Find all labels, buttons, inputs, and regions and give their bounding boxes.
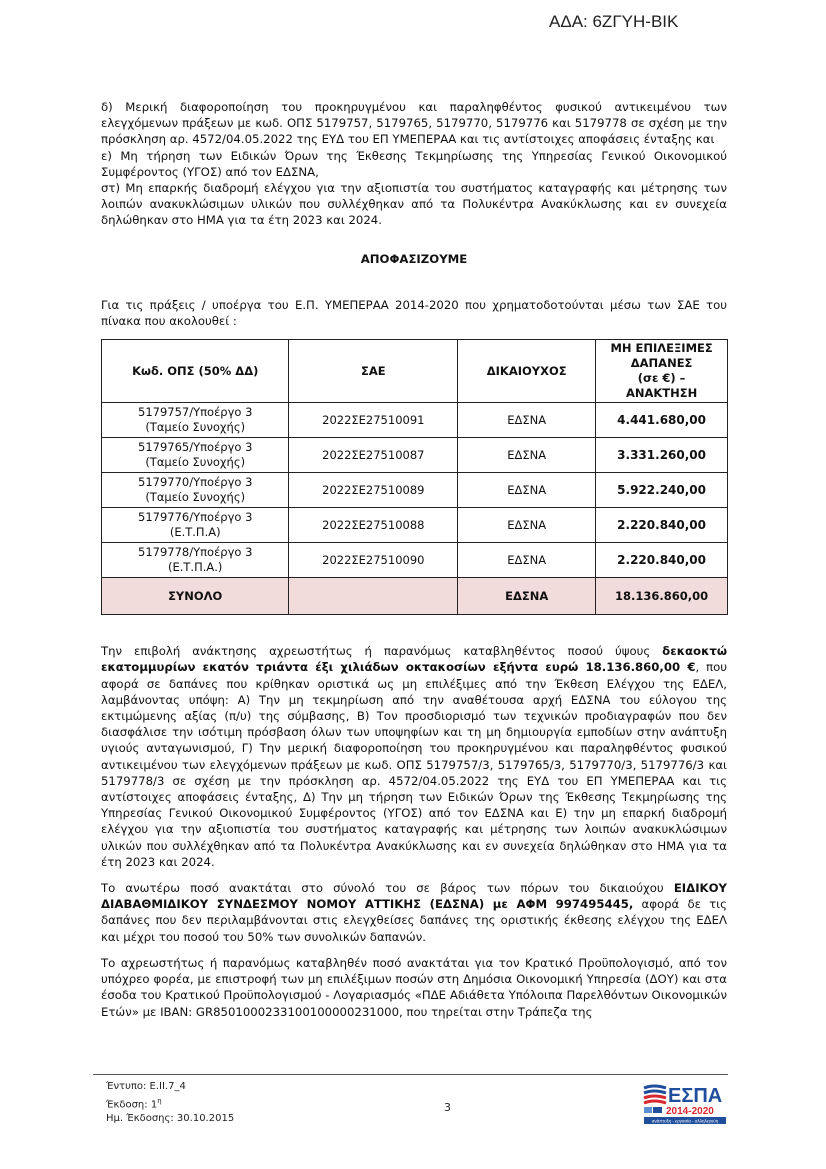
beneficiary-cell: ΕΔΣΝΑ	[458, 543, 596, 578]
espa-logo	[640, 1080, 732, 1126]
table-total-row	[102, 578, 728, 615]
amount-cell: 2.220.840,00	[596, 543, 728, 578]
ops-code-cell: 5179776/Υποέργο 3 (Ε.Τ.Π.Α)	[102, 508, 289, 543]
amount-cell: 3.331.260,00	[596, 438, 728, 473]
table-row	[102, 403, 728, 438]
header-sae: ΣΑΕ	[289, 340, 458, 403]
sae-cell: 2022ΣΕ27510089	[289, 473, 458, 508]
table-row	[102, 508, 728, 543]
espa-logo-icon	[640, 1080, 732, 1126]
beneficiary-cell: ΕΔΣΝΑ	[458, 473, 596, 508]
total-amount: 18.136.860,00	[596, 578, 728, 615]
item-d: δ) Μερική διαφοροποίηση του προκηρυγμένου και παραληφθέντος φυσικού αντικειμένου των ελεγχόμενων πράξεων με κωδ. ΟΠΣ 5179757, 5179765, 5179770, 5179776 και 5179778 σε σχέση με την πρόσκληση αρ. 4572/04.05.2022 της ΕΥΔ του ΕΠ ΥΜΕΠΕΡΑΑ και τις αντίστοιχες αποφάσεις ένταξης και	[101, 100, 727, 147]
header-amount-line3: (σε €) – ΑΝΑΚΤΗΣΗ	[625, 371, 698, 401]
beneficiary-cell: ΕΔΣΝΑ	[458, 438, 596, 473]
ineligible-expenses-table	[101, 339, 728, 615]
beneficiary-paragraph: Το ανωτέρω ποσό ανακτάται στο σύνολό του σε βάρος των πόρων του δικαιούχου ΕΙΔΙΚΟΥ ΔΙΑΒΑΘΜΙΔΙΚΟΥ ΣΥΝΔΕΣΜΟΥ ΝΟΜΟΥ ΑΤΤΙΚΗΣ (ΕΔΣΝΑ) με ΑΦΜ 997495445, αφορά δε τις δαπάνες που δεν περιλαμβάνονται στις ελεγχθείσες δαπάνες της οριστικής έκθεσης ελέγχου της ΕΔΕΛ και μέχρι του ποσού του 50% των συνολικών δαπανών.	[101, 881, 727, 944]
svg-text:ανάπτυξη - εργασία - αλληλεγγύ: ανάπτυξη - εργασία - αλληλεγγύη	[651, 1118, 719, 1124]
recovery-paragraph: Την επιβολή ανάκτησης αχρεωστήτως ή παρανόμως καταβληθέντος ποσού ύψους δεκαοκτώ εκατομμυρίων εκατόν τριάντα έξι χιλιάδων οκτακοσίων εξήντα ευρώ 18.136.860,00 €, που αφορά σε δαπάνες που κρίθηκαν οριστικά ως μη επιλέξιμες από την Έκθεση Ελέγχου της ΕΔΕΛ, λαμβάνοντας υπόψη: Α) Την μη τεκμηρίωση από την αναθέτουσα αρχή ΕΔΣΝΑ του εύλογου της εκτιμώμενης αξίας (π/υ) της σύμβασης, Β) Τον προσδιορισμό των τεχνικών προδιαγραφών που δεν διασφάλισε την ισότιμη πρόσβαση όλων των υποψηφίων και τη μη δημιουργία εμποδίων στην ανάπτυξη υγιούς ανταγωνισμού, Γ) Την μερική διαφοροποίηση του προκηρυγμένου και παραληφθέντος φυσικού αντικειμένου των ελεγχόμενων πράξεων με κωδ. ΟΠΣ 5179757/3, 5179765/3, 5179770/3, 5179776/3 και 5179778/3 σε σχέση με την πρόσκληση αρ. 4572/04.05.2022 της ΕΥΔ του ΕΠ ΥΜΕΠΕΡΑΑ και τις αντίστοιχες αποφάσεις ένταξης, Δ) Την μη τήρηση των Ειδικών Όρων της Έκθεσης Τεκμηρίωσης της Υπηρεσίας Γενικού Οικονομικού Συμφέροντος (ΥΓΟΣ) από τον ΕΔΣΝΑ και Ε) την μη επαρκή διαδρομή ελέγχου για την αξιοπιστία του συστήματος καταγραφής και μέτρησης των λοιπών ανακυκλώσιμων υλικών που συλλέχθηκαν από τα Πολυκέντρα Ανακύκλωσης και εν συνεχεία δηλώθηκαν στο ΗΜΑ για τα έτη 2023 και 2024.	[101, 644, 727, 869]
table-row	[102, 438, 728, 473]
footer-form: Έντυπο: Ε.ΙΙ.7_4	[106, 1081, 186, 1092]
sae-cell: 2022ΣΕ27510087	[289, 438, 458, 473]
table-row	[102, 543, 728, 578]
table-intro: Για τις πράξεις / υποέργα του Ε.Π. ΥΜΕΠΕΡΑΑ 2014-2020 που χρηματοδοτούνται μέσω των ΣΑΕ του πίνακα που ακολουθεί :	[101, 297, 727, 329]
svg-text:ΕΣΠΑ: ΕΣΠΑ	[668, 1085, 723, 1107]
beneficiary-name: ΕΙΔΙΚΟΥ ΔΙΑΒΑΘΜΙΔΙΚΟΥ ΣΥΝΔΕΣΜΟΥ ΝΟΜΟΥ ΑΤΤΙΚΗΣ (ΕΔΣΝΑ) με ΑΦΜ 997495445,	[101, 881, 727, 912]
recovery-amount-words: δεκαοκτώ εκατομμυρίων εκατόν τριάντα έξι χιλιάδων οκτακοσίων εξήντα ευρώ 18.136.860,00 €	[101, 644, 727, 675]
amount-cell: 4.441.680,00	[596, 403, 728, 438]
ada-code: ΑΔΑ: 6ΖΓΥΗ-ΒΙΚ	[549, 12, 679, 31]
header-amount-line2: ΔΑΠΑΝΕΣ	[630, 356, 693, 371]
footer-form-info	[106, 1080, 234, 1126]
beneficiary-cell: ΕΔΣΝΑ	[458, 403, 596, 438]
document-body	[101, 99, 727, 1030]
ops-code-cell: 5179765/Υποέργο 3 (Ταμείο Συνοχής)	[102, 438, 289, 473]
ops-code-cell: 5179757/Υποέργο 3 (Ταμείο Συνοχής)	[102, 403, 289, 438]
amount-cell: 2.220.840,00	[596, 508, 728, 543]
page-number: 3	[444, 1101, 451, 1114]
item-st: στ) Μη επαρκής διαδρομή ελέγχου για την αξιοπιστία του συστήματος καταγραφής και μέτρησης των λοιπών ανακυκλώσιμων υλικών που συλλέχθηκαν από τα Πολυκέντρα Ανακύκλωσης και εν συνεχεία δηλώθηκαν στο ΗΜΑ για τα έτη 2023 και 2024.	[101, 181, 727, 228]
sae-cell: 2022ΣΕ27510090	[289, 543, 458, 578]
svg-text:2014-2020: 2014-2020	[666, 1106, 714, 1117]
amount-cell: 5.922.240,00	[596, 473, 728, 508]
total-beneficiary: ΕΔΣΝΑ	[458, 578, 596, 615]
beneficiary-cell: ΕΔΣΝΑ	[458, 508, 596, 543]
footer-divider	[93, 1074, 728, 1075]
total-sae	[289, 578, 458, 615]
ops-code-cell: 5179770/Υποέργο 3 (Ταμείο Συνοχής)	[102, 473, 289, 508]
repayment-paragraph: Το αχρεωστήτως ή παρανόμως καταβληθέν ποσό ανακτάται για τον Κρατικό Προϋπολογισμό, από τον υπόχρεο φορέα, με επιστροφή των μη επιλέξιμων ποσών στη Δημόσια Οικονομική Υπηρεσία (ΔΟΥ) και στα έσοδα του Κρατικού Προϋπολογισμού - Λογαριασμός «ΠΔΕ Αδιάθετα Υπόλοιπα Παρελθόντων Οικονομικών Ετών» με IBAN: GR8501000233100100000231000, που τηρείται στην Τράπεζα της	[101, 955, 727, 1019]
ops-code-cell: 5179778/Υποέργο 3 (Ε.Τ.Π.Α.)	[102, 543, 289, 578]
footer-date: Ημ. Έκδοσης: 30.10.2015	[106, 1113, 235, 1125]
footer-edition: Έκδοση: $1^\eta$	[106, 1097, 162, 1111]
decision-heading: ΑΠΟΦΑΣΙΖΟΥΜΕ	[360, 251, 468, 266]
header-ops-code: Κωδ. ΟΠΣ (50% ΔΔ)	[102, 340, 289, 403]
item-e: ε) Μη τήρηση των Ειδικών Όρων της Έκθεσης Τεκμηρίωσης της Υπηρεσίας Γενικού Οικονομικού Συμφέροντος (ΥΓΟΣ) από τον ΕΔΣΝΑ,	[101, 148, 727, 179]
sae-cell: 2022ΣΕ27510091	[289, 403, 458, 438]
table-row	[102, 473, 728, 508]
header-amount	[596, 340, 728, 403]
table-header-row	[102, 340, 728, 403]
header-beneficiary: ΔΙΚΑΙΟΥΧΟΣ	[458, 340, 596, 403]
sae-cell: 2022ΣΕ27510088	[289, 508, 458, 543]
header-amount-line1: ΜΗ ΕΠΙΛΕΞΙΜΕΣ	[610, 341, 713, 356]
total-label: ΣΥΝΟΛΟ	[102, 578, 289, 615]
